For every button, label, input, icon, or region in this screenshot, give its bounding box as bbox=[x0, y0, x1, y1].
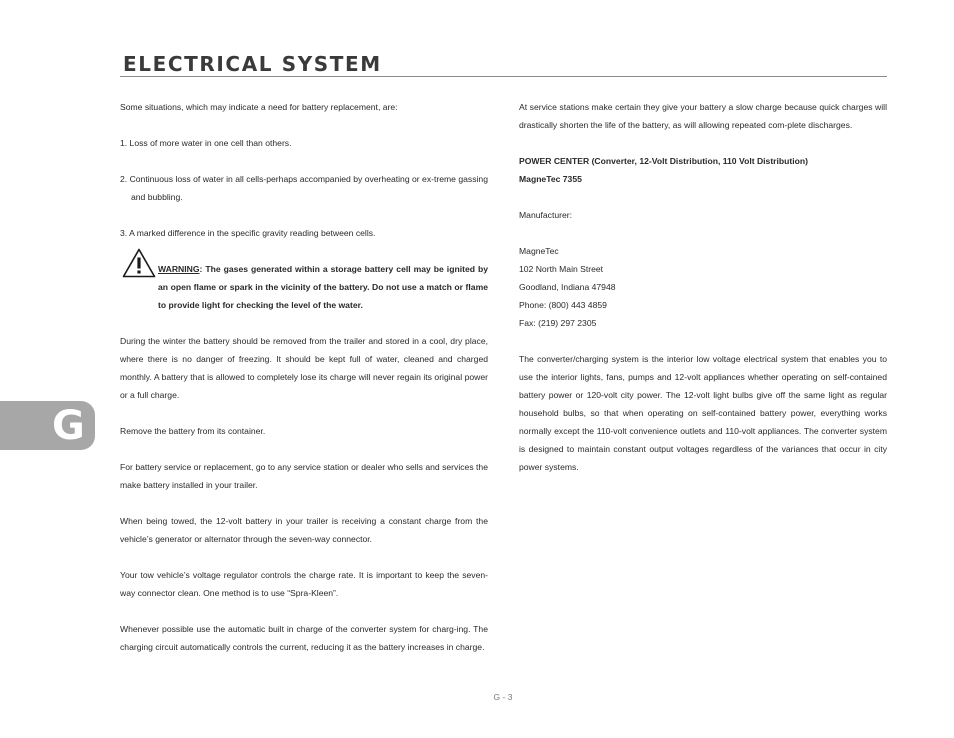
page-number: G - 3 bbox=[493, 692, 513, 702]
stations-paragraph: At service stations make certain they give your battery a slow charge because quick charges will drastically shorten the life of the battery, as will allowing repeated com-plete discharges. bbox=[519, 102, 887, 130]
winter-paragraph: During the winter the battery should be removed from the trailer and stored in a cool, dry place, where there is no danger of freezing. It should be kept full of water, cleaned and charged monthly. A battery that is allowed to completely lose its charge will never regain its original power or a full charge. bbox=[120, 336, 488, 400]
service-paragraph: For battery service or replacement, go to any service station or dealer who sells and services the make battery installed in your trailer. bbox=[120, 462, 488, 490]
warning-triangle-icon bbox=[122, 248, 156, 278]
title-divider bbox=[120, 76, 887, 77]
list-item-1: 1. Loss of more water in one cell than others. bbox=[120, 138, 292, 148]
manufacturer-street: 102 North Main Street bbox=[519, 264, 604, 274]
manufacturer-address bbox=[519, 242, 887, 332]
right-column bbox=[519, 98, 887, 476]
list-item-2: 2. Continuous loss of water in all cells-perhaps accompanied by overheating or ex-treme gassing and bubbling. bbox=[120, 174, 488, 202]
list-item-3: 3. A marked difference in the specific gravity reading between cells. bbox=[120, 228, 376, 238]
manufacturer-phone: Phone: (800) 443 4859 bbox=[519, 300, 607, 310]
remove-paragraph: Remove the battery from its container. bbox=[120, 426, 266, 436]
regulator-paragraph: Your tow vehicle’s voltage regulator controls the charge rate. It is important to keep the seven-way connector clean. One method is to use “Spra-Kleen”. bbox=[120, 570, 488, 598]
section-tab bbox=[0, 401, 95, 450]
towed-paragraph: When being towed, the 12-volt battery in your trailer is receiving a constant charge from the vehicle’s generator or alternator through the seven-way connector. bbox=[120, 516, 488, 544]
warning-label: WARNING bbox=[158, 264, 200, 274]
warning-block bbox=[120, 260, 488, 314]
warning-text: : The gases generated within a storage battery cell may be ignited by an open flame or spark in the vicinity of the battery. Do not use a match or flame to provide light for checking the level of the water. bbox=[158, 264, 488, 310]
power-center-model: MagneTec 7355 bbox=[519, 174, 582, 184]
manufacturer-label: Manufacturer: bbox=[519, 210, 573, 220]
manufacturer-city: Goodland, Indiana 47948 bbox=[519, 282, 616, 292]
manufacturer-name: MagneTec bbox=[519, 246, 559, 256]
section-tab-letter: G bbox=[52, 403, 85, 449]
automatic-paragraph: Whenever possible use the automatic built in charge of the converter system for charg-ing. The charging circuit automatically controls the current, reducing it as the battery increases in charge. bbox=[120, 624, 488, 652]
page-title: ELECTRICAL SYSTEM bbox=[123, 52, 382, 76]
left-column bbox=[120, 98, 488, 656]
intro-paragraph: Some situations, which may indicate a need for battery replacement, are: bbox=[120, 102, 398, 112]
converter-paragraph: The converter/charging system is the interior low voltage electrical system that enables you to use the interior lights, fans, pumps and 12-volt appliances whether operating on self-contained battery power or 120-volt city power. The 12-volt light bulbs give off the same light as regular household bulbs, so that when operating on self-contained battery power, everything works normally except the 110-volt convenience outlets and 110-volt appliances. The converter system is designed to maintain constant output voltages regardless of the variances that occur in city power systems. bbox=[519, 354, 887, 472]
manufacturer-fax: Fax: (219) 297 2305 bbox=[519, 318, 597, 328]
power-center-heading bbox=[519, 152, 887, 188]
power-center-title: POWER CENTER (Converter, 12-Volt Distribution, 110 Volt Distribution) bbox=[519, 156, 809, 166]
